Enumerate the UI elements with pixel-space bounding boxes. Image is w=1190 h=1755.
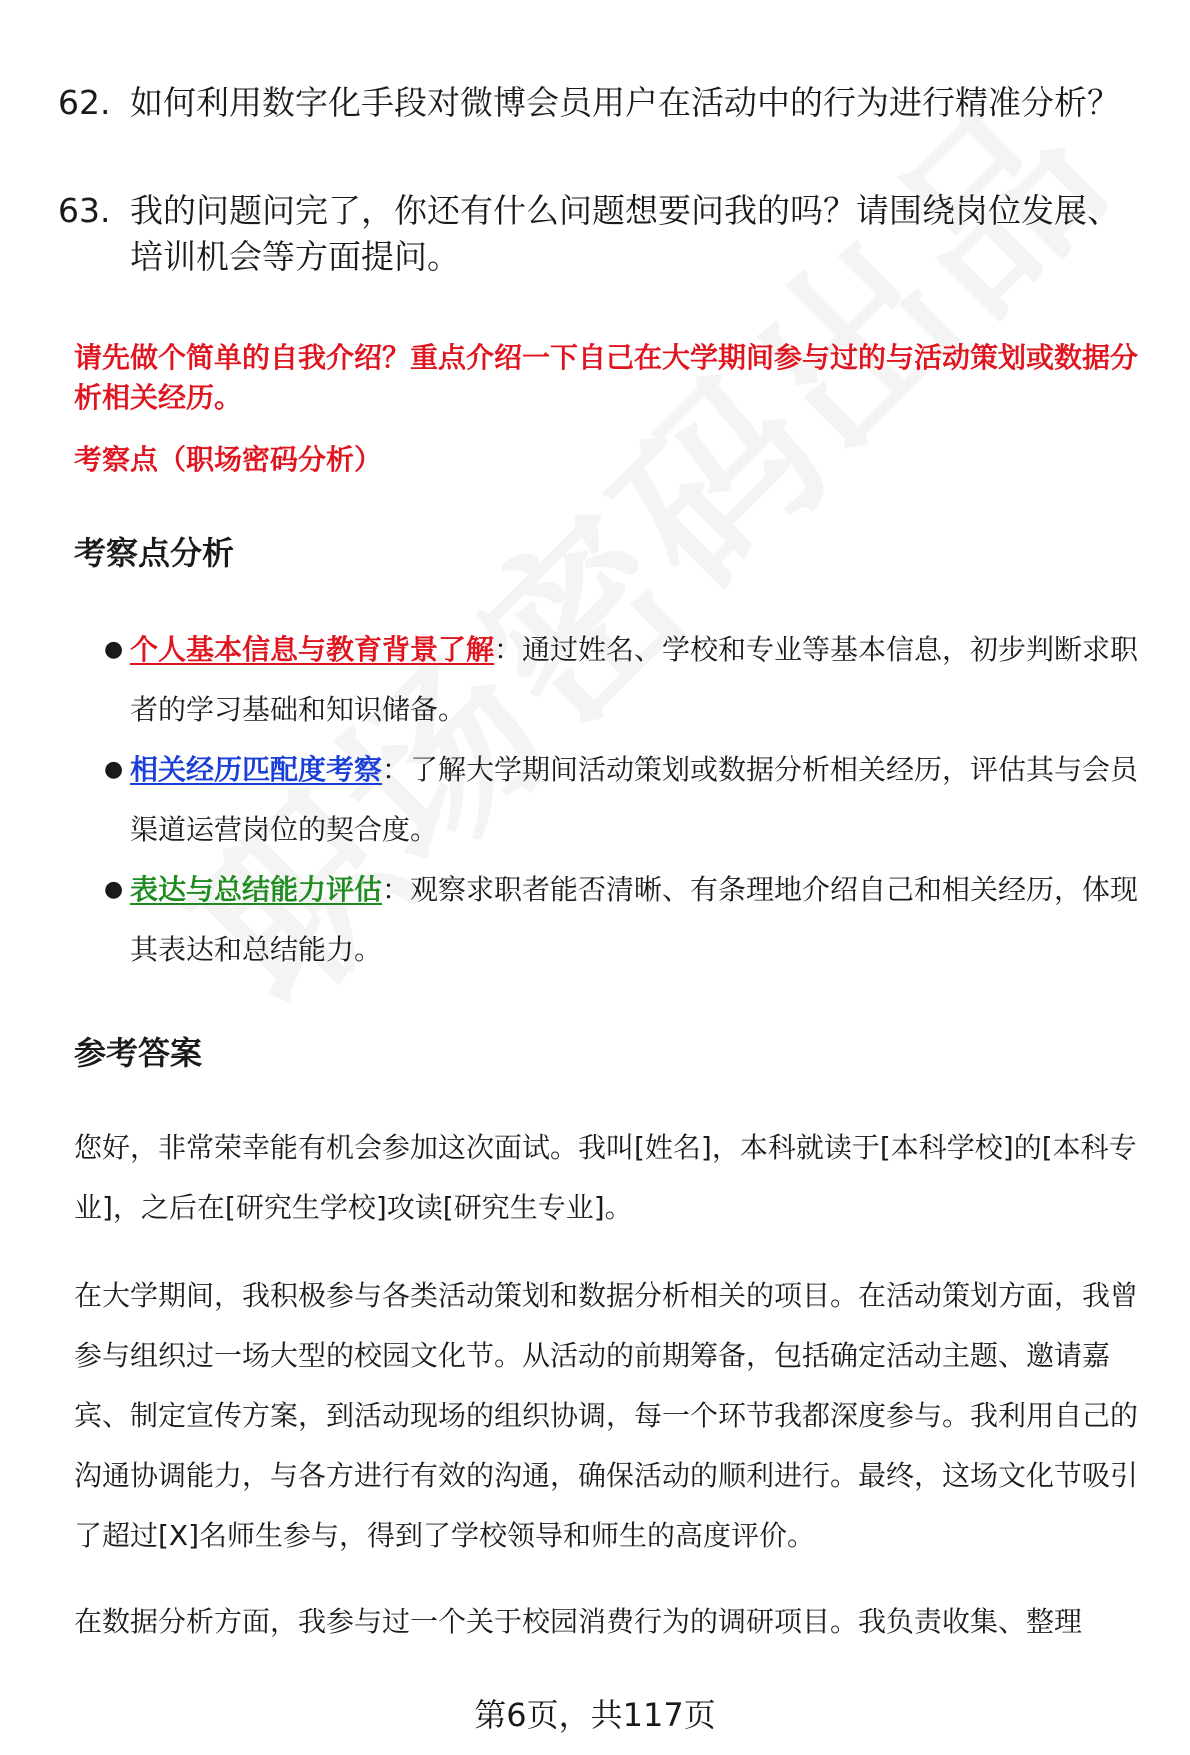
answer-heading: 参考答案	[74, 1034, 203, 1072]
question-number: 63.	[58, 191, 111, 230]
question-number: 62.	[58, 83, 111, 122]
list-item	[98, 860, 1158, 980]
answer-paragraph: 在数据分析方面，我参与过一个关于校园消费行为的调研项目。我负责收集、整理	[74, 1605, 1083, 1638]
exam-point-label: 考察点（职场密码分析）	[74, 443, 383, 476]
answer-paragraph: 您好，非常荣幸能有机会参加这次面试。我叫[姓名]，本科就读于[本科学校]的[本科专业]，之后在[研究生学校]攻读[研究生专业]。	[74, 1131, 1137, 1224]
question-63	[58, 188, 1148, 280]
question-text: 我的问题问完了，你还有什么问题想要问我的吗？请围绕岗位发展、培训机会等方面提问。	[130, 191, 1120, 276]
analysis-keyword: 表达与总结能力评估	[130, 873, 383, 906]
analysis-heading: 考察点分析	[74, 534, 235, 572]
analysis-text: ：观察求职者能否清晰、有条理地介绍自己和相关经历，体现其表达和总结能力。	[130, 873, 1139, 966]
answer-paragraph: 在大学期间，我积极参与各类活动策划和数据分析相关的项目。在活动策划方面，我曾参与组织过一场大型的校园文化节。从活动的前期筹备，包括确定活动主题、邀请嘉宾、制定宣传方案，到活动现场的组织协调，每一个环节我都深度参与。我利用自己的沟通协调能力，与各方进行有效的沟通，确保活动的顺利进行。最终，这场文化节吸引了超过[X]名师生参与，得到了学校领导和师生的高度评价。	[74, 1279, 1139, 1552]
page-footer: 第6页，共117页	[474, 1696, 716, 1734]
analysis-list	[98, 620, 1158, 980]
list-item	[98, 740, 1158, 860]
bullet-icon: ●	[104, 757, 124, 782]
analysis-text: ：了解大学期间活动策划或数据分析相关经历，评估其与会员渠道运营岗位的契合度。	[130, 753, 1139, 846]
question-text: 如何利用数字化手段对微博会员用户在活动中的行为进行精准分析？	[130, 83, 1120, 122]
question-62	[58, 80, 1148, 126]
bullet-icon: ●	[104, 637, 124, 662]
analysis-keyword: 相关经历匹配度考察	[130, 753, 383, 786]
analysis-text: ：通过姓名、学校和专业等基本信息，初步判断求职者的学习基础和知识储备。	[130, 633, 1139, 726]
analysis-keyword: 个人基本信息与教育背景了解	[130, 633, 495, 666]
highlight-question: 请先做个简单的自我介绍？重点介绍一下自己在大学期间参与过的与活动策划或数据分析相关经历。	[74, 341, 1139, 414]
list-item	[98, 620, 1158, 740]
bullet-icon: ●	[104, 877, 124, 902]
